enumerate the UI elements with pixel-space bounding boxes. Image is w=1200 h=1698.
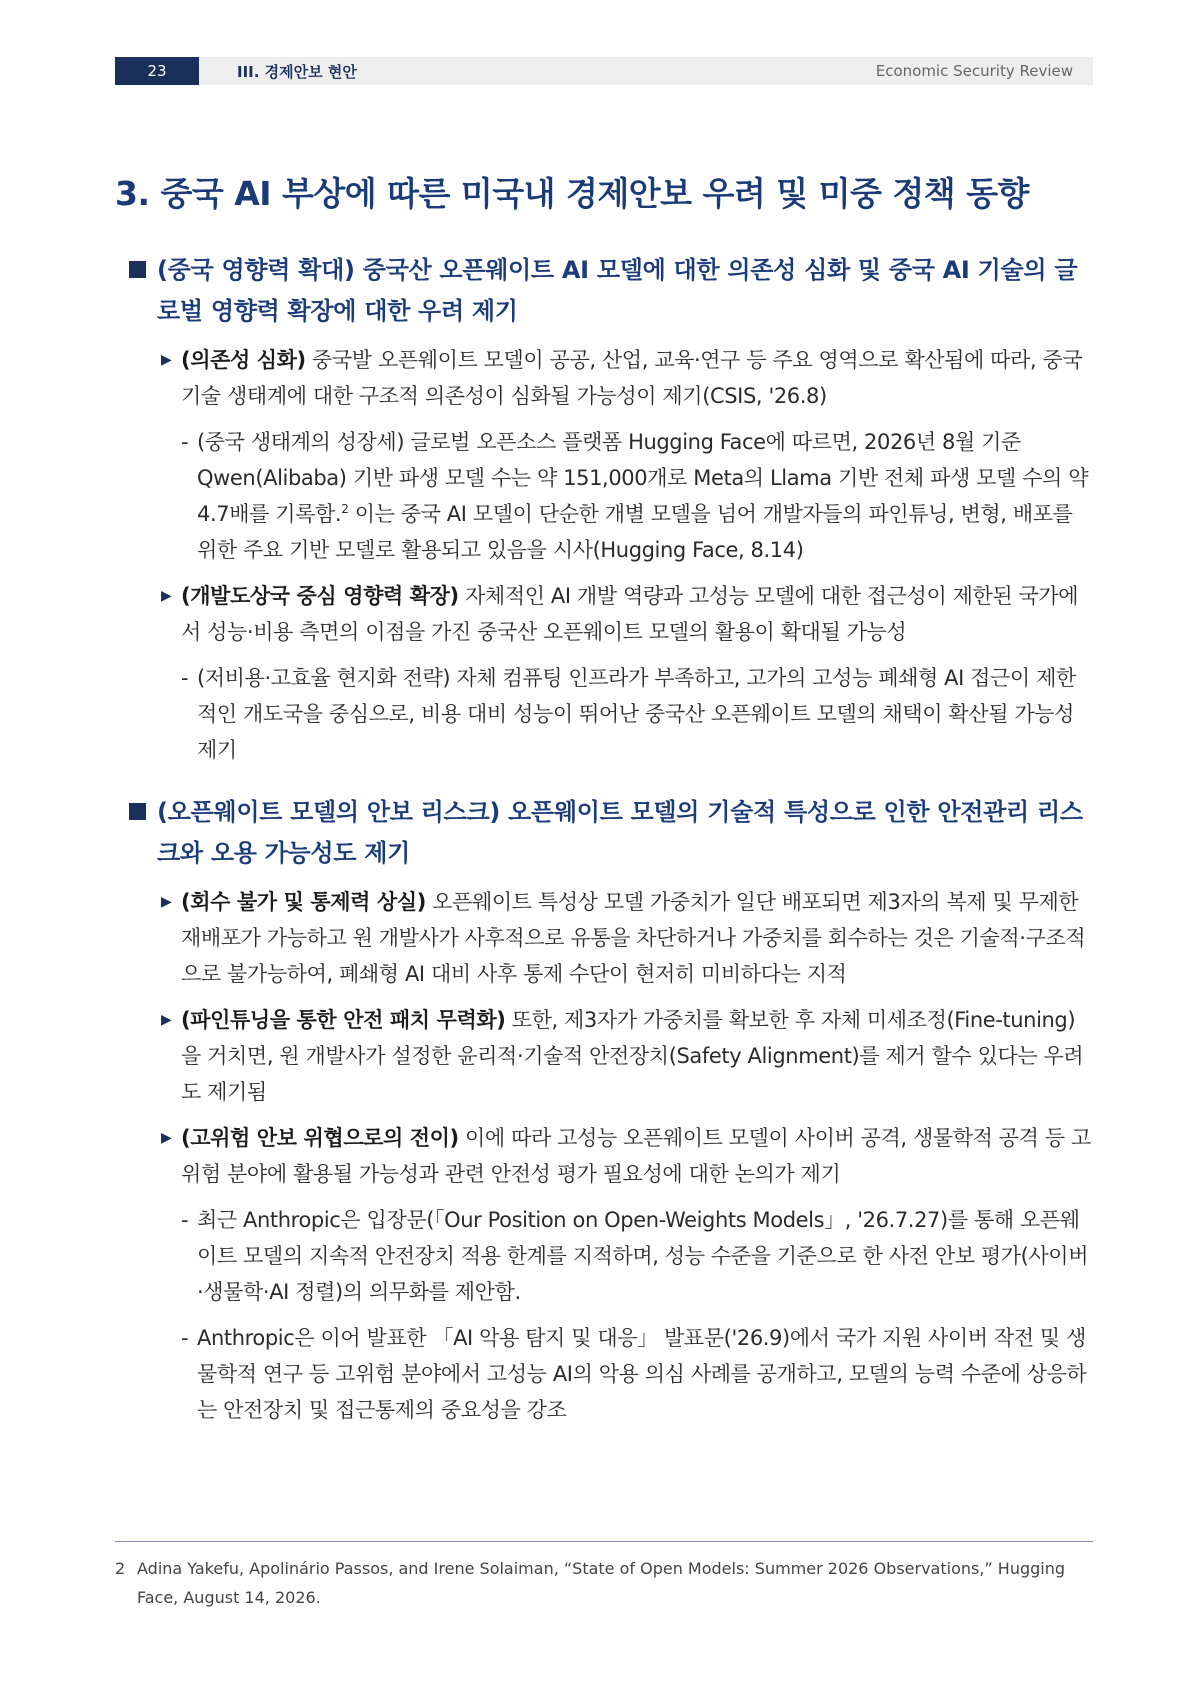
- chapter-label: III. 경제안보 현안: [237, 62, 357, 81]
- triangle-bullet-icon: ▶: [161, 352, 172, 368]
- section-heading: [115, 250, 1093, 332]
- sub-item: [115, 660, 1093, 768]
- point-text: 이에 따라 고성능 오픈웨이트 모델이 사이버 공격, 생물학적 공격 등 고위험 분야에 활용될 가능성과 관련 안전성 평가 필요성에 대한 논의가 제기: [181, 1126, 1091, 1186]
- journal-name: Economic Security Review: [875, 62, 1073, 80]
- section-heading-text: (중국 영향력 확대) 중국산 오픈웨이트 AI 모델에 대한 의존성 심화 및 중국 AI 기술의 글로벌 영향력 확장에 대한 우려 제기: [157, 256, 1078, 325]
- sub-text: (중국 생태계의 성장세) 글로벌 오픈소스 플랫폼 Hugging Face에 따르면, 2026년 8월 기준 Qwen(Alibaba) 기반 파생 모델 수는 약 151,000개로 Meta의 Llama 기반 전체 파생 모델 수의 약 4.7배를 기록함.: [197, 430, 1089, 526]
- sub-text: Anthropic은 이어 발표한 「AI 악용 탐지 및 대응」 발표문('26.9)에서 국가 지원 사이버 작전 및 생물학적 연구 등 고위험 분야에서 고성능 AI의 악용 의심 사례를 공개하고, 모델의 능력 수준에 상응하는 안전장치 및 접근통제의 중요성을 강조: [197, 1326, 1087, 1422]
- footnote-divider: [115, 1541, 1093, 1542]
- point-label: (고위험 안보 위협으로의 전이): [181, 1126, 459, 1150]
- point-item: [115, 1120, 1093, 1192]
- point-label: (개발도상국 중심 영향력 확장): [181, 584, 459, 608]
- point-text: 자체적인 AI 개발 역량과 고성능 모델에 대한 접근성이 제한된 국가에서 성능·비용 측면의 이점을 가진 중국산 오픈웨이트 모델의 활용이 확대될 가능성: [181, 584, 1079, 644]
- point-text: 또한, 제3자가 가중치를 확보한 후 자체 미세조정(Fine-tuning)을 거치면, 원 개발사가 설정한 윤리적·기술적 안전장치(Safety Alignment)를 제거 할수 있다는 우려도 제기됨: [181, 1008, 1084, 1104]
- footnote: [115, 1554, 1095, 1612]
- sub-item: [115, 1320, 1093, 1428]
- sub-text-cont: 이는 중국 AI 모델이 단순한 개별 모델을 넘어 개발자들의 파인튜닝, 변형, 배포를 위한 주요 기반 모델로 활용되고 있음을 시사(Hugging Face, 8.14): [197, 502, 1073, 562]
- point-text: 오픈웨이트 특성상 모델 가중치가 일단 배포되면 제3자의 복제 및 무제한 재배포가 가능하고 원 개발사가 사후적으로 유통을 차단하거나 가중치를 회수하는 것은 기술적·구조적으로 불가능하여, 폐쇄형 AI 대비 사후 통제 수단이 현저히 미비하다는 지적: [181, 890, 1086, 986]
- point-item: [115, 884, 1093, 992]
- page-number: 23: [115, 57, 199, 85]
- point-text: 중국발 오픈웨이트 모델이 공공, 산업, 교육·연구 등 주요 영역으로 확산됨에 따라, 중국 기술 생태계에 대한 구조적 의존성이 심화될 가능성이 제기(CSIS, '26.8): [181, 348, 1083, 408]
- page-header: [115, 57, 1093, 85]
- dash-bullet: -: [181, 430, 189, 454]
- footnote-number: 2: [115, 1559, 126, 1578]
- sub-text: (저비용·고효율 현지화 전략) 자체 컴퓨팅 인프라가 부족하고, 고가의 고성능 폐쇄형 AI 접근이 제한적인 개도국을 중심으로, 비용 대비 성능이 뛰어난 중국산 오픈웨이트 모델의 채택이 확산될 가능성 제기: [197, 666, 1076, 762]
- point-item: [115, 342, 1093, 414]
- point-label: (의존성 심화): [181, 348, 306, 372]
- section-2: [115, 792, 1093, 1428]
- footnote-text: Adina Yakefu, Apolinário Passos, and Irene Solaiman, “State of Open Models: Summer 2026 Observations,” Hugging Face, August 14, 2026.: [137, 1559, 1066, 1607]
- triangle-bullet-icon: ▶: [161, 1130, 172, 1146]
- sub-text: 최근 Anthropic은 입장문(「Our Position on Open-Weights Models」, '26.7.27)를 통해 오픈웨이트 모델의 지속적 안전장치 적용 한계를 지적하며, 성능 수준을 기준으로 한 사전 안보 평가(사이버·생물학·AI 정렬)의 의무화를 제안함.: [197, 1208, 1089, 1304]
- triangle-bullet-icon: ▶: [161, 1012, 172, 1028]
- point-label: (회수 불가 및 통제력 상실): [181, 890, 426, 914]
- point-label: (파인튜닝을 통한 안전 패치 무력화): [181, 1008, 506, 1032]
- square-bullet-icon: [129, 803, 146, 820]
- point-item: [115, 578, 1093, 650]
- sub-item: [115, 1202, 1093, 1310]
- page-title: 3. 중국 AI 부상에 따른 미국내 경제안보 우려 및 미중 정책 동향: [115, 174, 1029, 213]
- main-content: [115, 250, 1093, 1452]
- point-item: [115, 1002, 1093, 1110]
- dash-bullet: -: [181, 666, 189, 690]
- triangle-bullet-icon: ▶: [161, 894, 172, 910]
- section-heading: [115, 792, 1093, 874]
- footnote-ref[interactable]: 2: [341, 502, 349, 516]
- dash-bullet: -: [181, 1326, 189, 1350]
- triangle-bullet-icon: ▶: [161, 588, 172, 604]
- dash-bullet: -: [181, 1208, 189, 1232]
- square-bullet-icon: [129, 261, 146, 278]
- section-1: [115, 250, 1093, 768]
- sub-item: [115, 424, 1093, 568]
- section-heading-text: (오픈웨이트 모델의 안보 리스크) 오픈웨이트 모델의 기술적 특성으로 인한 안전관리 리스크와 오용 가능성도 제기: [157, 798, 1083, 867]
